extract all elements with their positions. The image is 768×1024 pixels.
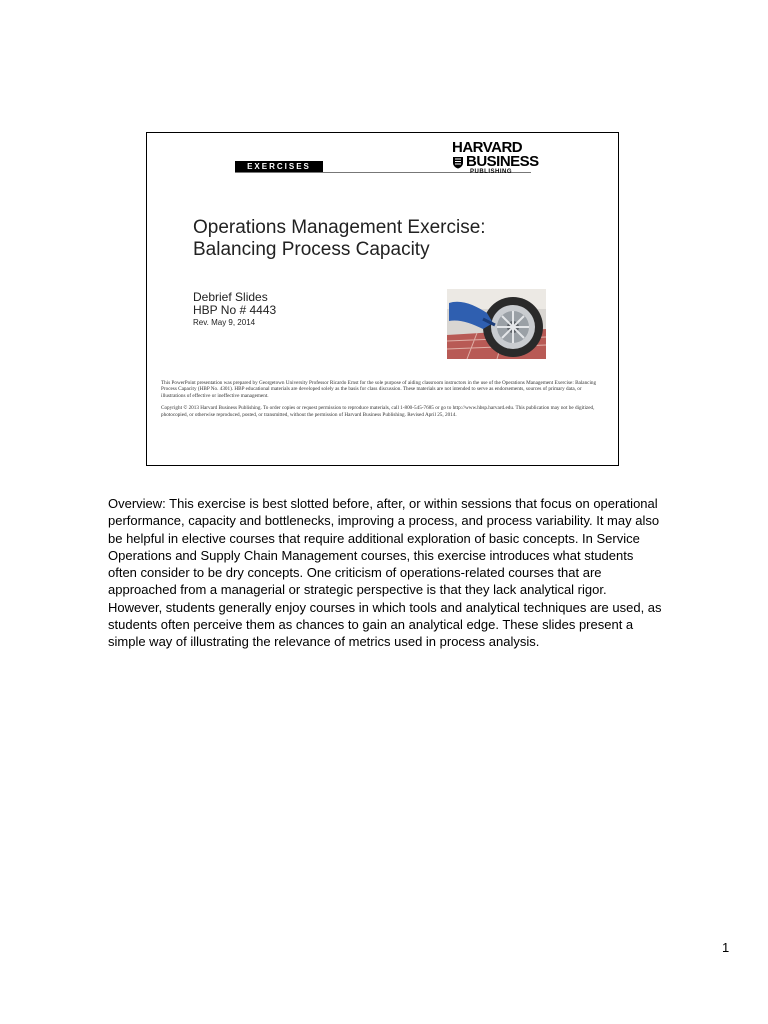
slide-subtitle: Debrief Slides — [193, 290, 268, 304]
fine-print-copyright: Copyright © 2013 Harvard Business Publishing. To order copies or request permission to reproduce materials, call 1-800-545-7685 or go to http://www.hbsp.harvard.edu. This publication may not be digitized, photocopied, or otherwise reproduced, posted, or transmitted, without the permission of Harvard Business Publishing. Revised April 25, 2014. — [161, 405, 595, 418]
tire-wheel-photo — [447, 289, 546, 359]
revision-date: Rev. May 9, 2014 — [193, 318, 256, 327]
shield-icon — [452, 156, 464, 169]
logo-line1: HARVARD — [452, 139, 523, 156]
overview-paragraph: Overview: This exercise is best slotted before, after, or within sessions that focus on operational performance, capacity and bottlenecks, improving a process, and process variability. It may also be helpful in elective courses that require additional exploration of basic concepts. In Service Operations and Supply Chain Management courses, this exercise introduces what students often consider to be dry concepts. One criticism of operations-related courses that are approached from a managerial or strategic perspective is that they lack analytical rigor. However, students generally enjoy courses in which tools and analytical techniques are used, as students often perceive them as chances to gain an analytical edge. These slides present a simple way of illustrating the relevance of metrics used in process analysis. — [108, 496, 662, 650]
fine-print — [161, 380, 601, 424]
fine-print-purpose: This PowerPoint presentation was prepared by Georgetown University Professor Ricardo Ernst for the sole purpose of aiding classroom instructors in the use of the Operations Management Exercise: Balancing Process Capacity (HBP No. 4301). HBP educational materials are developed solely as the basis for class discussion. These materials are not intended to serve as endorsements, sources of primary data, or illustrations of effective or ineffective management. — [161, 380, 597, 399]
page-number: 1 — [722, 940, 730, 955]
slide-title-line1: Operations Management Exercise: — [193, 217, 486, 238]
logo-line3: PUBLISHING — [470, 169, 513, 175]
product-number: HBP No # 4443 — [193, 303, 277, 317]
slide-thumbnail — [146, 132, 619, 466]
slide-title-line2: Balancing Process Capacity — [193, 239, 430, 260]
exercises-tag: EXERCISES — [235, 161, 323, 172]
logo-line2: BUSINESS — [466, 153, 539, 170]
slide-title — [193, 217, 593, 261]
harvard-business-publishing-logo — [452, 141, 544, 176]
